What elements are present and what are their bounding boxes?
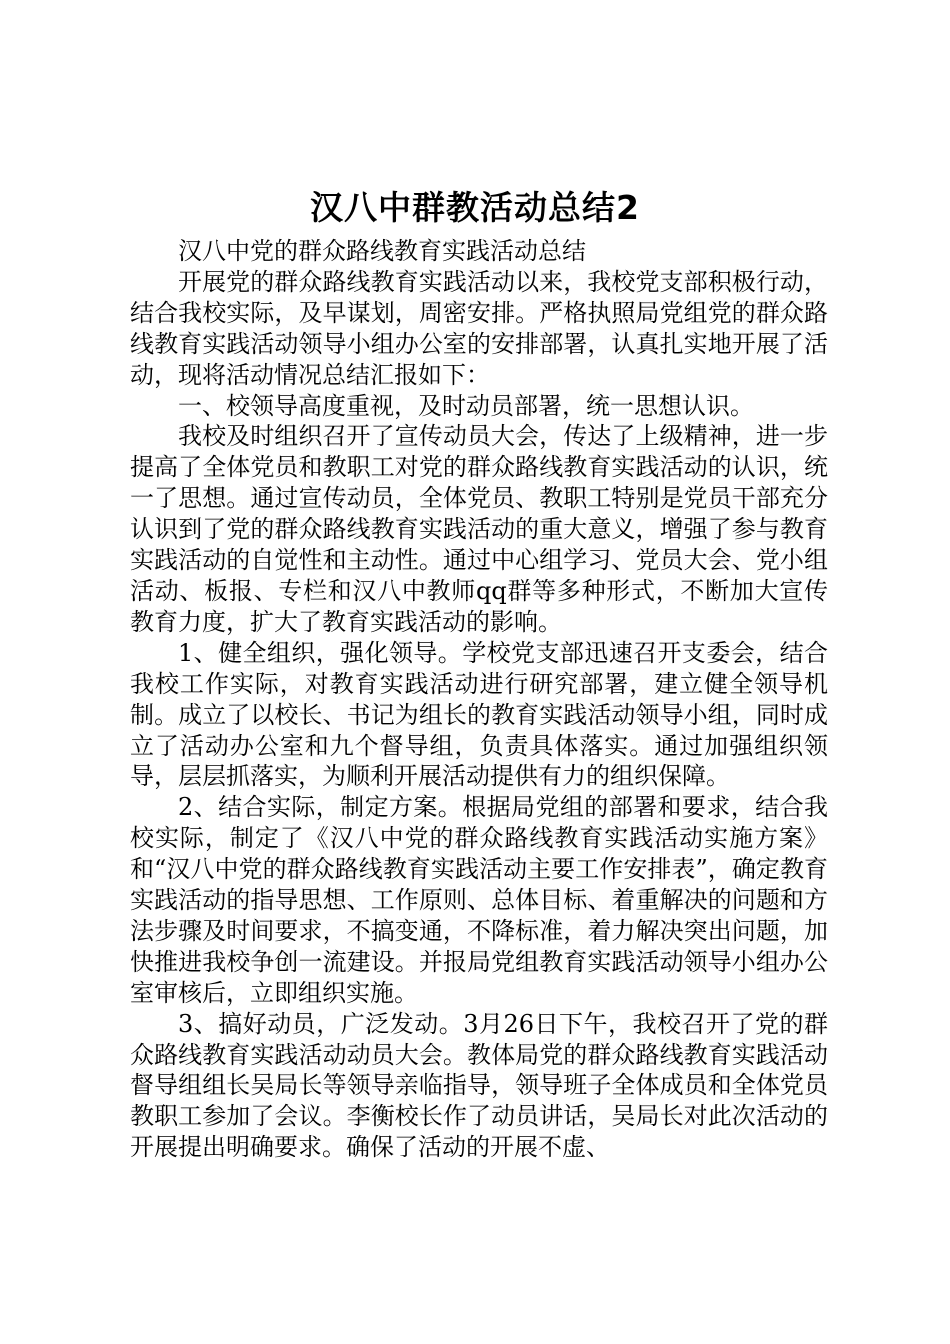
document-title: 汉八中群教活动总结2: [310, 188, 640, 227]
paragraph-item-1: 1、健全组织，强化领导。学校党支部迅速召开支委会，结合我校工作实际，对教育实践活动进行研究部署，建立健全领导机制。成立了以校长、书记为组长的教育实践活动领导小组，同时成立了活动办公室和九个督导组，负责具体落实。通过加强组织领导，层层抓落实，为顺利开展活动提供有力的组织保障。: [130, 638, 828, 791]
paragraph-item-3: 3、搞好动员，广泛发动。3月26日下午，我校召开了党的群众路线教育实践活动动员大会。教体局党的群众路线教育实践活动督导组组长吴局长等领导亲临指导，领导班子全体成员和全体党员教职工参加了会议。李衡校长作了动员讲话，吴局长对此次活动的开展提出明确要求。确保了活动的开展不虚、: [130, 1009, 828, 1162]
document-body: [130, 236, 828, 1163]
paragraph-item-2: 2、结合实际，制定方案。根据局党组的部署和要求，结合我校实际，制定了《汉八中党的群众路线教育实践活动实施方案》和“汉八中党的群众路线教育实践活动主要工作安排表”，确定教育实践活动的指导思想、工作原则、总体目标、着重解决的问题和方法步骤及时间要求，不搞变通，不降标准，着力解决突出问题，加快推进我校争创一流建设。并报局党组教育实践活动领导小组办公室审核后，立即组织实施。: [130, 793, 828, 1007]
paragraph-intro: 开展党的群众路线教育实践活动以来，我校党支部积极行动，结合我校实际，及早谋划，周密安排。严格执照局党组党的群众路线教育实践活动领导小组办公室的安排部署，认真扎实地开展了活动，现将活动情况总结汇报如下：: [130, 267, 828, 389]
paragraph-subtitle: 汉八中党的群众路线教育实践活动总结: [178, 237, 586, 265]
paragraph-section-heading: 一、校领导高度重视，及时动员部署，统一思想认识。: [178, 391, 754, 420]
paragraph-mobilization: 我校及时组织召开了宣传动员大会，传达了上级精神，进一步提高了全体党员和教职工对党的群众路线教育实践活动的认识，统一了思想。通过宣传动员，全体党员、教职工特别是党员干部充分认识到了党的群众路线教育实践活动的重大意义，增强了参与教育实践活动的自觉性和主动性。通过中心组学习、党员大会、党小组活动、板报、专栏和汉八中教师qq群等多种形式，不断加大宣传教育力度，扩大了教育实践活动的影响。: [130, 422, 828, 636]
